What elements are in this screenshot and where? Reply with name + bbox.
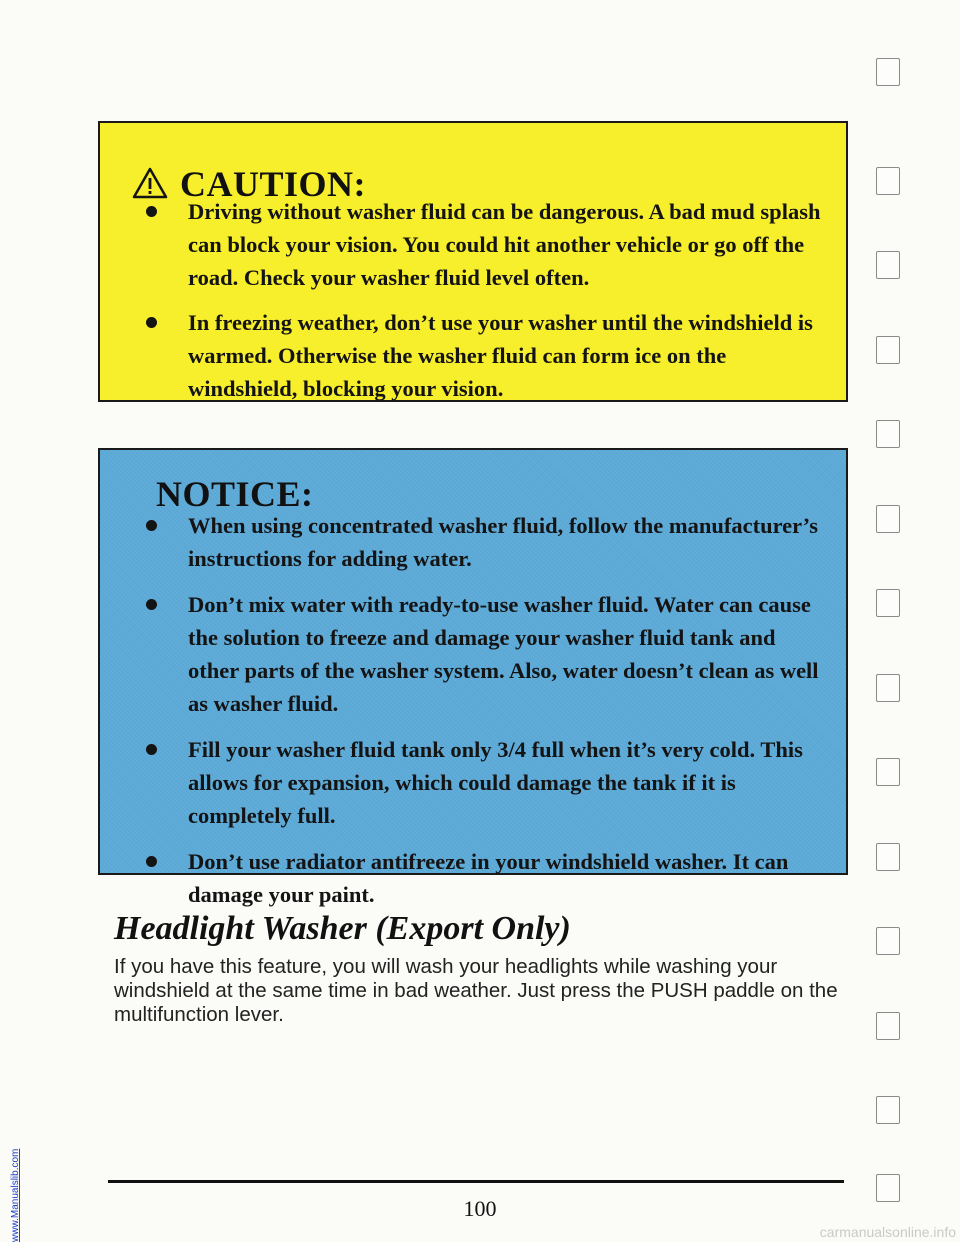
bullet-icon — [146, 520, 157, 531]
index-tab[interactable] — [876, 589, 900, 617]
notice-item: Fill your washer fluid tank only 3/4 full when it’s very cold. This allows for expansion, which could damage the tank if it is completely full. — [188, 733, 822, 832]
notice-list — [188, 509, 822, 924]
manualslib-link[interactable]: www.Manualslib.com — [10, 1148, 21, 1242]
index-tab[interactable] — [876, 1096, 900, 1124]
index-tab[interactable] — [876, 1174, 900, 1202]
index-tab[interactable] — [876, 758, 900, 786]
caution-heading-text: CAUTION: — [180, 164, 367, 204]
index-tab[interactable] — [876, 1012, 900, 1040]
index-tab[interactable] — [876, 251, 900, 279]
caution-list — [188, 195, 822, 417]
notice-item: Don’t use radiator antifreeze in your windshield washer. It can damage your paint. — [188, 845, 822, 911]
bullet-icon — [146, 317, 157, 328]
index-tab[interactable] — [876, 58, 900, 86]
section-body: If you have this feature, you will wash your headlights while washing your windshield at the same time in bad weather. Just press the PUSH paddle on the multifunction lever. — [114, 955, 838, 1026]
notice-heading: NOTICE: — [156, 474, 314, 514]
caution-item: In freezing weather, don’t use your washer until the windshield is warmed. Otherwise the washer fluid can form ice on the windshield, blocking your vision. — [188, 306, 822, 405]
notice-item: When using concentrated washer fluid, follow the manufacturer’s instructions for adding water. — [188, 509, 822, 575]
index-tabs — [876, 0, 916, 1242]
notice-box — [98, 448, 848, 907]
carmanuals-watermark: carmanualsonline.info — [819, 1224, 956, 1240]
index-tab[interactable] — [876, 843, 900, 871]
index-tab[interactable] — [876, 505, 900, 533]
bullet-icon — [146, 206, 157, 217]
bullet-icon — [146, 599, 157, 610]
index-tab[interactable] — [876, 336, 900, 364]
footer-rule — [108, 1180, 844, 1183]
index-tab[interactable] — [876, 927, 900, 955]
warning-triangle-icon — [132, 167, 168, 199]
notice-item: Don’t mix water with ready-to-use washer fluid. Water can cause the solution to freeze and damage your washer fluid tank and other parts of the washer system. Also, water doesn’t clean as well as washer fluid. — [188, 588, 822, 720]
download-watermark — [0, 0, 21, 1242]
caution-box — [98, 121, 848, 402]
index-tab[interactable] — [876, 167, 900, 195]
caution-item: Driving without washer fluid can be dangerous. A bad mud splash can block your vision. You could hit another vehicle or go off the road. Check your washer fluid level often. — [188, 195, 822, 294]
bullet-icon — [146, 856, 157, 867]
page-number: 100 — [463, 1196, 497, 1221]
index-tab[interactable] — [876, 420, 900, 448]
index-tab[interactable] — [876, 674, 900, 702]
section-title: Headlight Washer (Export Only) — [114, 910, 571, 947]
bullet-icon — [146, 744, 157, 755]
